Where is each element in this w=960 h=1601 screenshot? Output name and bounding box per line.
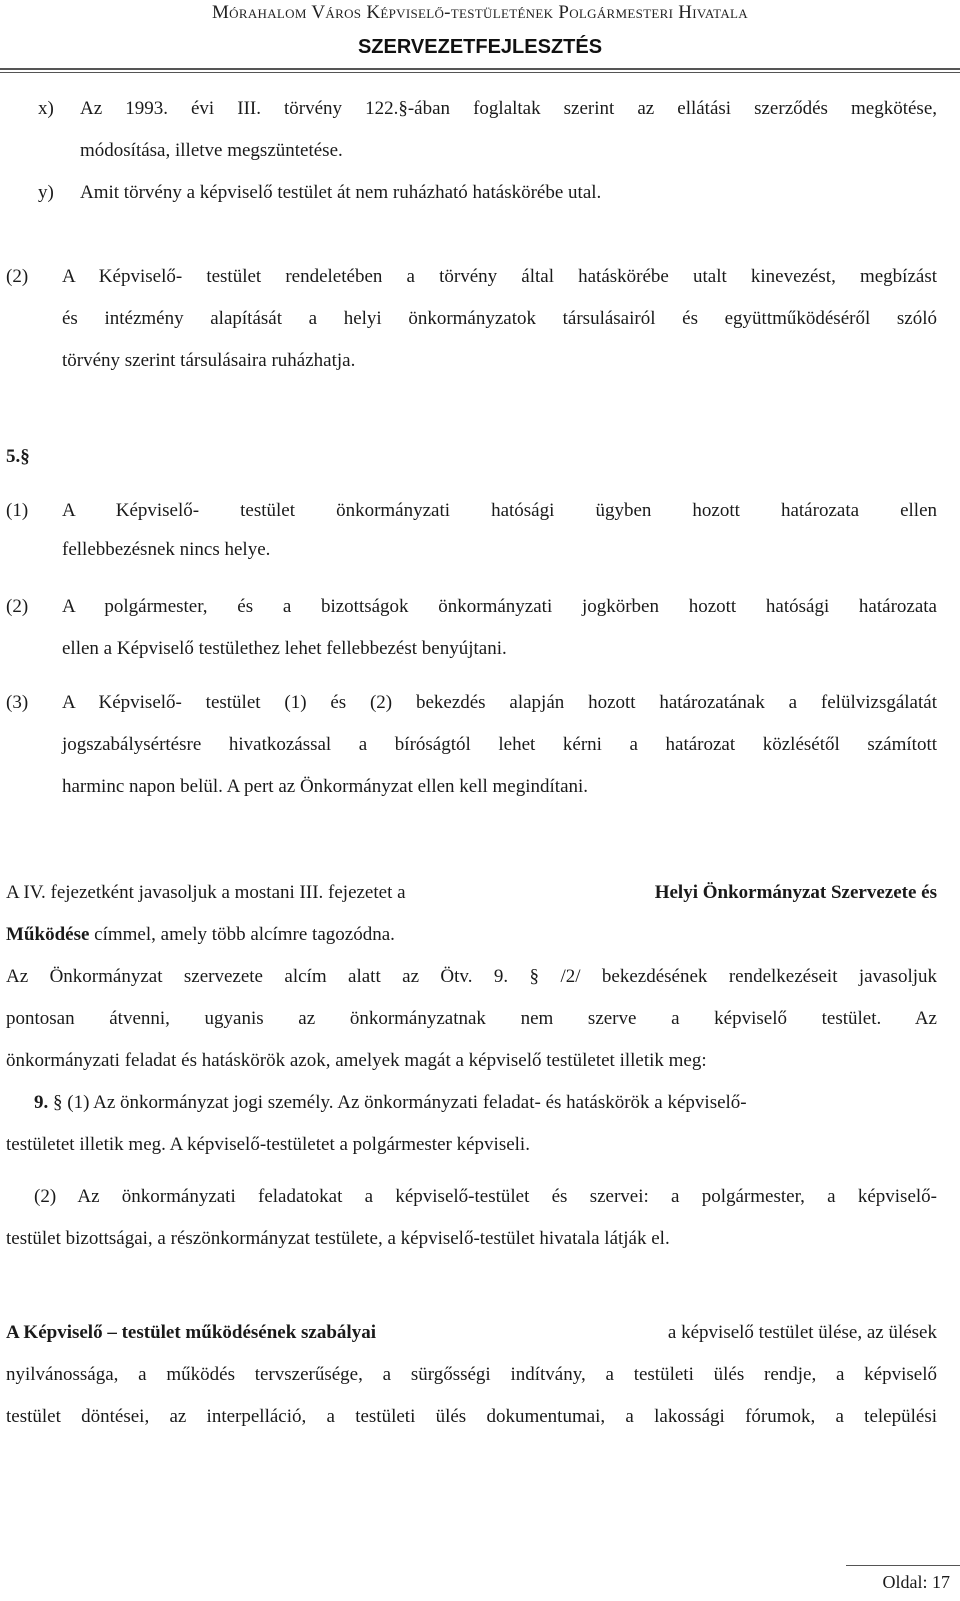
sec5-p3-line1: A Képviselő- testület (1) és (2) bekezdés alapján hozott határozatának a felülvizsgálatát bbox=[62, 692, 937, 713]
chapter-iv-line2 bbox=[6, 924, 395, 946]
quote-line3: (2) Az önkormányzati feladatokat a képviselő-testület és szervei: a polgármester, a képviselő- bbox=[34, 1186, 937, 1207]
quote-line4: testület bizottságai, a részönkormányzat testülete, a képviselő-testület hivatala látják el. bbox=[6, 1228, 670, 1249]
sec5-p1-line1: A Képviselő- testület önkormányzati hatósági ügyben hozott határozata ellen bbox=[62, 500, 937, 521]
chapter-iv-line4: pontosan átvenni, ugyanis az önkormányzatnak nem szerve a képviselő testület. Az bbox=[6, 1008, 937, 1029]
rules-heading: A Képviselő – testület működésének szabályai bbox=[6, 1322, 376, 1343]
list-item-x-line1 bbox=[80, 98, 937, 120]
chapter-iv-line1-text: A IV. fejezetként javasoljuk a mostani III. fejezetet a bbox=[6, 882, 406, 903]
sec5-p2-marker: (2) bbox=[6, 596, 29, 617]
quote-line1 bbox=[34, 1092, 747, 1114]
sec5-p3-line2: jogszabálysértésre hivatkozással a bíróságtól lehet kérni a határozat közlésétől számított bbox=[62, 734, 937, 755]
header-title: SZERVEZETFEJLESZTÉS bbox=[357, 36, 603, 58]
rules-line1 bbox=[6, 1322, 937, 1344]
rules-line3: testület döntései, az interpelláció, a testületi ülés dokumentumai, a lakossági fórumok, a települési bbox=[6, 1406, 937, 1427]
rules-line2: nyilvánossága, a működés tervszerűsége, a sürgősségi indítvány, a testületi ülés rendje, a képviselő bbox=[6, 1364, 937, 1385]
sec5-p1-line2: fellebbezésnek nincs helye. bbox=[62, 539, 271, 560]
footer-divider bbox=[846, 1565, 960, 1566]
sec5-p2-line1: A polgármester, és a bizottságok önkormányzati jogkörben hozott hatósági határozata bbox=[62, 596, 937, 617]
quote-line2: testületet illetik meg. A képviselő-testületet a polgármester képviseli. bbox=[6, 1134, 530, 1155]
para-2-line1: A Képviselő- testület rendeletében a törvény által hatáskörébe utalt kinevezést, megbízást bbox=[62, 266, 937, 287]
chapter-iv-line2-text: címmel, amely több alcímre tagozódna. bbox=[94, 924, 395, 945]
para-2-line3: törvény szerint társulásaira ruházhatja. bbox=[62, 350, 356, 371]
chapter-iv-line2-bold: Működése bbox=[6, 924, 90, 945]
chapter-iv-line1-bold: Helyi Önkormányzat Szervezete és bbox=[654, 882, 937, 903]
list-item-text: Az 1993. évi III. törvény 122.§-ában foglaltak szerint az ellátási szerződés megkötése, bbox=[80, 98, 937, 119]
sec5-p1-marker: (1) bbox=[6, 500, 29, 521]
list-item-x-line2: módosítása, illetve megszüntetése. bbox=[80, 140, 343, 161]
sec5-p3-marker: (3) bbox=[6, 692, 29, 713]
chapter-iv-line1 bbox=[6, 882, 937, 904]
quote-line1-text: § (1) Az önkormányzat jogi személy. Az önkormányzati feladat- és hatáskörök a képviselő- bbox=[53, 1092, 747, 1113]
header-institution: Mórahalom Város Képviselő-testületének Polgármesteri Hivatala bbox=[211, 2, 748, 23]
chapter-iv-line3: Az Önkormányzat szervezete alcím alatt az Ötv. 9. § /2/ bekezdésének rendelkezéseit javasoljuk bbox=[6, 966, 937, 987]
rules-line1-text: a képviselő testület ülése, az ülések bbox=[667, 1322, 937, 1343]
para-2-marker: (2) bbox=[6, 266, 29, 287]
page-number: Oldal: 17 bbox=[882, 1572, 950, 1592]
header-divider bbox=[0, 68, 960, 73]
sec5-p3-line3: harminc napon belül. A pert az Önkormányzat ellen kell megindítani. bbox=[62, 776, 589, 797]
quote-section-number: 9. bbox=[34, 1092, 49, 1113]
chapter-iv-line5: önkormányzati feladat és hatáskörök azok, amelyek magát a képviselő testületet illetik meg: bbox=[6, 1050, 707, 1071]
list-marker-y: y) bbox=[38, 182, 54, 203]
list-marker-x: x) bbox=[38, 98, 54, 119]
sec5-p2-line2: ellen a Képviselő testülethez lehet fellebbezést benyújtani. bbox=[62, 638, 507, 659]
section-5-heading: 5.§ bbox=[6, 446, 30, 467]
list-item-y-line1: Amit törvény a képviselő testület át nem ruházható hatáskörébe utal. bbox=[80, 182, 602, 203]
para-2-line2: és intézmény alapítását a helyi önkormányzatok társulásairól és együttműködéséről szóló bbox=[62, 308, 937, 329]
